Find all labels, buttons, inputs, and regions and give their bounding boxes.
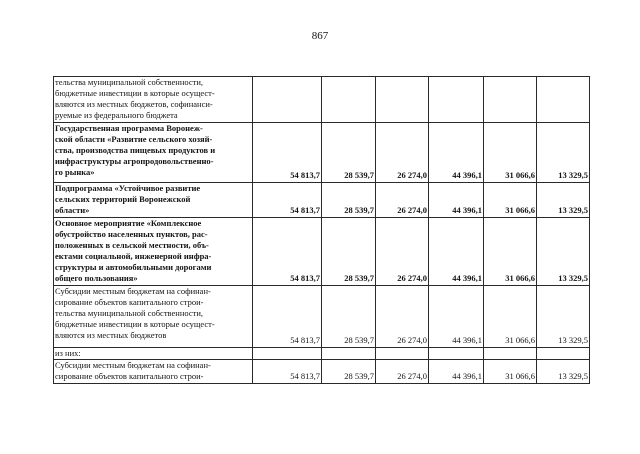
value-cell: 26 274,0 [376, 286, 429, 348]
table-row [54, 360, 590, 384]
value-cell: 31 066,6 [484, 360, 537, 384]
value-cell: 28 539,7 [322, 218, 376, 286]
value-cell [376, 348, 429, 360]
value-cell: 44 396,1 [429, 123, 484, 183]
value-cell: 13 329,5 [537, 123, 590, 183]
value-cell: 44 396,1 [429, 286, 484, 348]
value-cell: 13 329,5 [537, 286, 590, 348]
value-cell: 28 539,7 [322, 286, 376, 348]
value-cell [484, 77, 537, 123]
table-row [54, 77, 590, 123]
value-cell [376, 77, 429, 123]
row-description: тельства муниципальной собственности, бюджетные инвестиции в которые осущест- вляются из местных бюджетов, софинанси- руемые из федерального бюджета [54, 77, 253, 123]
value-cell: 31 066,6 [484, 218, 537, 286]
value-cell: 54 813,7 [253, 123, 322, 183]
row-description: Подпрограмма «Устойчивое развитие сельских территорий Воронежской области» [54, 183, 253, 218]
value-cell [253, 77, 322, 123]
value-cell: 13 329,5 [537, 218, 590, 286]
value-cell: 54 813,7 [253, 286, 322, 348]
value-cell: 44 396,1 [429, 218, 484, 286]
table-row [54, 286, 590, 348]
row-description: из них: [54, 348, 253, 360]
value-cell: 31 066,6 [484, 183, 537, 218]
value-cell: 28 539,7 [322, 360, 376, 384]
table-row [54, 348, 590, 360]
value-cell: 26 274,0 [376, 360, 429, 384]
value-cell: 26 274,0 [376, 218, 429, 286]
value-cell: 54 813,7 [253, 218, 322, 286]
row-description: Субсидии местным бюджетам на софинан- сирование объектов капитального строи- тельства муниципальной собственности, бюджетные инвестиции в которые осущест- вляются из местных бюджетов [54, 286, 253, 348]
value-cell: 54 813,7 [253, 183, 322, 218]
value-cell: 28 539,7 [322, 123, 376, 183]
budget-table [53, 76, 590, 384]
value-cell [537, 348, 590, 360]
budget-table-body [54, 77, 590, 384]
value-cell [322, 77, 376, 123]
value-cell: 28 539,7 [322, 183, 376, 218]
value-cell: 26 274,0 [376, 183, 429, 218]
value-cell: 31 066,6 [484, 123, 537, 183]
row-description: Основное мероприятие «Комплексное обустройство населенных пунктов, рас- положенных в сельской местности, объ- ектами социальной, инженерной инфра- структуры и автомобильными дорогами общего пользования» [54, 218, 253, 286]
table-row [54, 183, 590, 218]
value-cell: 31 066,6 [484, 286, 537, 348]
row-description: Государственная программа Воронеж- ской области «Развитие сельского хозяй- ства, производства пищевых продуктов и инфраструктуры агропродовольственно- го рынка» [54, 123, 253, 183]
row-description: Субсидии местным бюджетам на софинан- сирование объектов капитального строи- [54, 360, 253, 384]
value-cell [429, 77, 484, 123]
value-cell: 13 329,5 [537, 183, 590, 218]
table-row [54, 218, 590, 286]
table-row [54, 123, 590, 183]
value-cell: 44 396,1 [429, 360, 484, 384]
value-cell [484, 348, 537, 360]
value-cell [429, 348, 484, 360]
value-cell: 44 396,1 [429, 183, 484, 218]
value-cell: 26 274,0 [376, 123, 429, 183]
value-cell [322, 348, 376, 360]
value-cell: 54 813,7 [253, 360, 322, 384]
value-cell [253, 348, 322, 360]
value-cell: 13 329,5 [537, 360, 590, 384]
value-cell [537, 77, 590, 123]
page-number: 867 [311, 30, 329, 42]
